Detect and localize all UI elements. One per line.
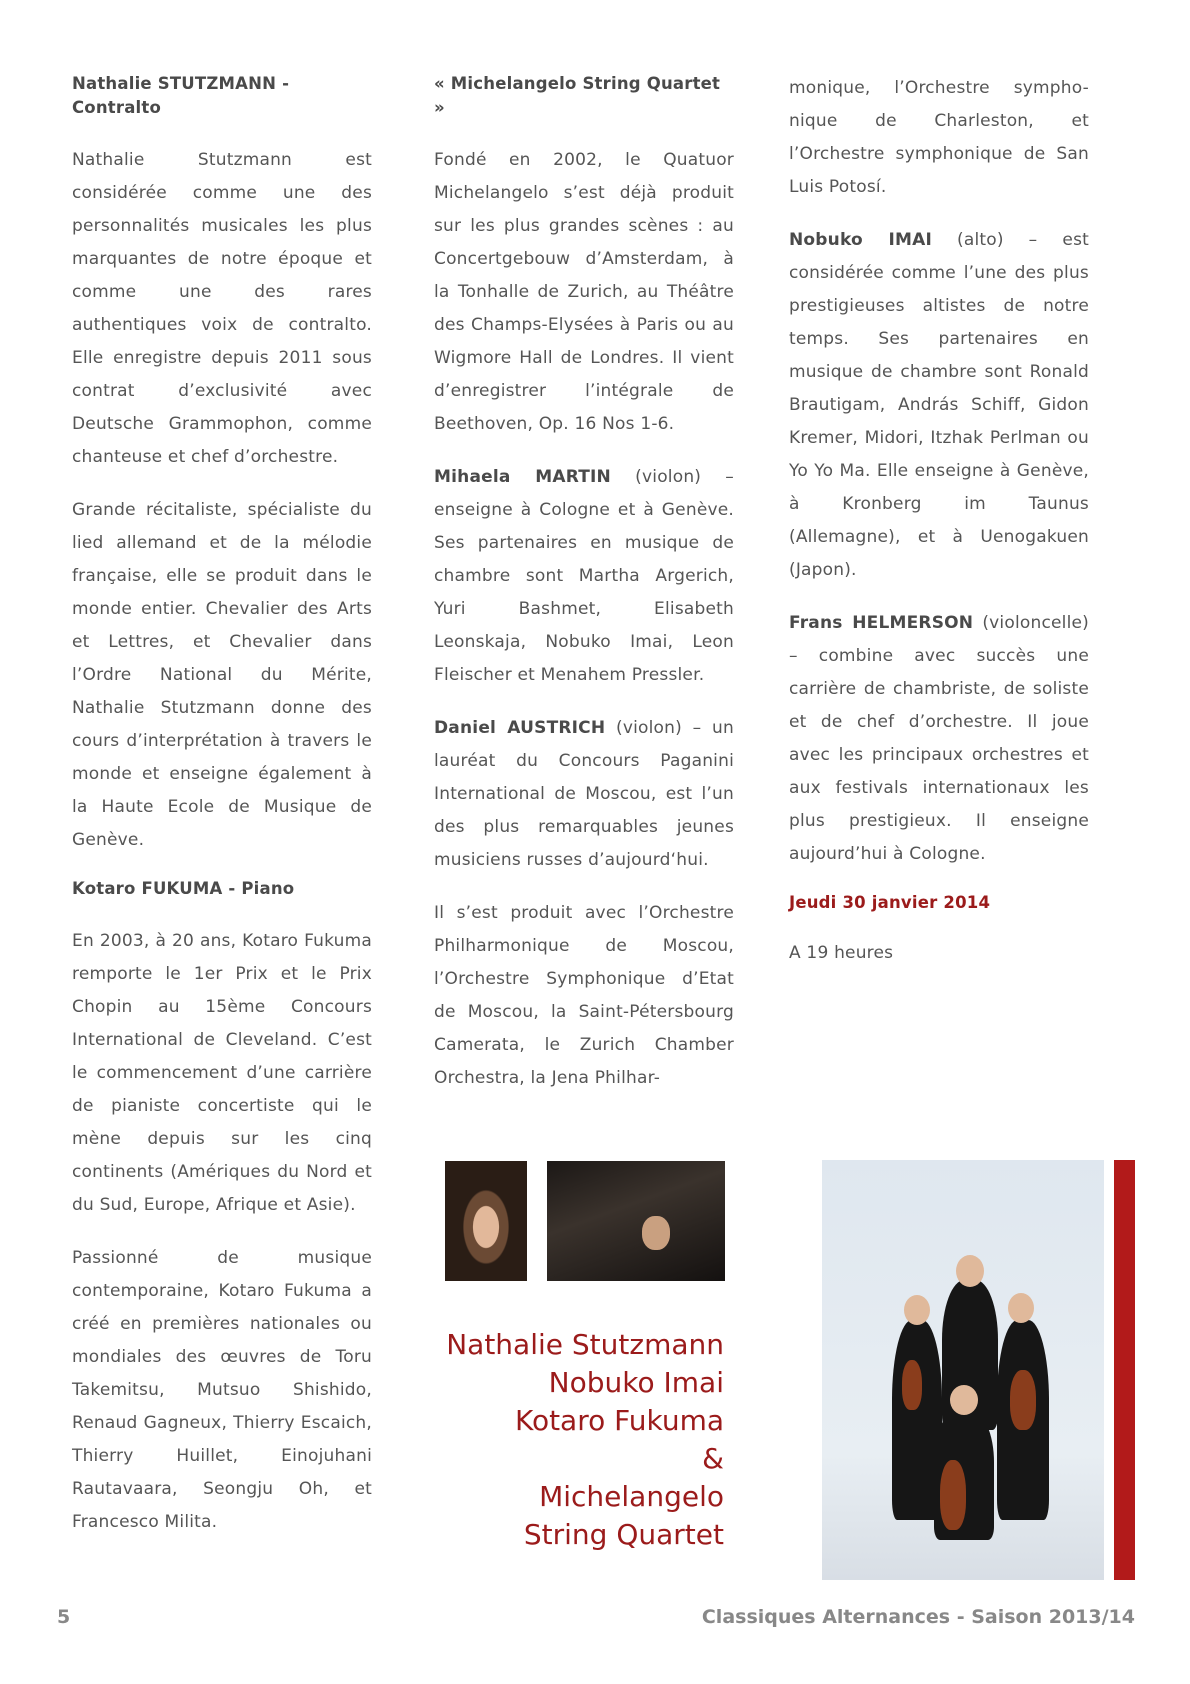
artist-string-quartet: String Quartet [523,1518,724,1551]
concert-time: A 19 heures [789,943,894,963]
fukuma-bio-1: En 2003, à 20 ans, Kotaro Fukuma remporte le 1er Prix et le Prix Chopin au 15ème Concours International de Cleveland. C’est le commencement d’une carrière de pianiste concertiste qui le mène depuis sur les cinq continents (Amériques du Nord et du Sud, Europe, Afrique et Asie). [72,931,372,1215]
stutzmann-heading: Nathalie STUTZMANN - Contralto [72,74,290,117]
decorative-red-bar [1114,1160,1135,1580]
stutzmann-bio-2: Grande récitaliste, spécialiste du lied allemand et de la mélodie française, elle se produit dans le monde entier. Chevalier des Arts et Lettres, et Chevalier dans l’Ordre National du Mérite, Nathalie Stutzmann donne des cours d’interprétation à travers le monde et enseigne également à la Haute Ecole de Musique de Genève. [72,500,372,850]
quartet-photo [822,1160,1104,1580]
artist-michelangelo: Michelangelo [539,1480,724,1513]
austrich-name: Daniel AUSTRICH [434,718,606,738]
imai-bio [789,224,1089,587]
singer-photo [445,1161,527,1281]
fukuma-heading: Kotaro FUKUMA - Piano [72,879,295,898]
stutzmann-bio-1: Nathalie Stutzmann est considérée comme une des personnalités musicales les plus marquantes de notre époque et comme une des rares authentiques voix de contralto. Elle enregistre depuis 2011 sous contrat d’exclusivité avec Deutsche Grammophon, comme chanteuse et chef d’orchestre. [72,150,372,467]
austrich-text: (violon) – un lauréat du Concours Paganini International de Moscou, est l’un des plus remarquables jeunes musiciens russes d’aujourd‘hui. [434,718,734,870]
column-left [72,72,372,1559]
helmerson-bio [789,607,1089,871]
quartet-heading: « Michelangelo String Quartet » [434,74,721,117]
column-right [789,72,1089,990]
artists-list [440,1326,724,1554]
austrich-bio-2-continued: monique, l’Orchestre sympho-nique de Charleston, et l’Orchestre symphonique de San Luis Potosí. [789,78,1089,197]
martin-name: Mihaela MARTIN [434,467,611,487]
artist-stutzmann: Nathalie Stutzmann [446,1328,724,1361]
concert-date: Jeudi 30 janvier 2014 [789,893,991,912]
artist-ampersand: & [702,1442,724,1475]
quartet-bio: Fondé en 2002, le Quatuor Michelangelo s’est déjà produit sur les plus grandes scènes : au Concertgebouw d’Amsterdam, à la Tonhalle de Zurich, au Théâtre des Champs-Elysées à Paris ou au Wigmore Hall de Londres. Il vient d’enregistrer l’intégrale de Beethoven, Op. 16 Nos 1-6. [434,150,734,434]
helmerson-text: (violoncelle) – combine avec succès une carrière de chambriste, de soliste et de chef d’orchestre. Il joue avec les principaux orchestres et aux festivals internationaux les plus prestigieux. Il enseigne aujourd’hui à Cologne. [789,613,1089,864]
martin-bio [434,461,734,692]
artist-imai: Nobuko Imai [548,1366,724,1399]
footer-title: Classiques Alternances - Saison 2013/14 [701,1606,1135,1628]
martin-text: (violon) – enseigne à Cologne et à Genève. Ses partenaires en musique de chambre sont Martha Argerich, Yuri Bashmet, Elisabeth Leonskaja, Nobuko Imai, Leon Fleischer et Menahem Pressler. [434,467,735,685]
imai-name: Nobuko IMAI [789,230,932,250]
austrich-bio [434,712,734,877]
helmerson-name: Frans HELMERSON [789,613,974,633]
artist-fukuma: Kotaro Fukuma [514,1404,724,1437]
column-middle [434,72,734,1115]
pianist-photo [547,1161,725,1281]
imai-text: (alto) – est considérée comme l’une des plus prestigieuses altistes de notre temps. Ses partenaires en musique de chambre sont Ronald Brautigam, András Schiff, Gidon Kremer, Midori, Itzhak Perlman ou Yo Yo Ma. Elle enseigne à Genève, à Kronberg im Taunus (Allemagne), et à Uenogakuen (Japon). [789,230,1089,580]
page-number: 5 [57,1606,71,1628]
austrich-bio-2: Il s’est produit avec l’Orchestre Philharmonique de Moscou, l’Orchestre Symphonique d’Etat de Moscou, la Saint-Pétersbourg Camerata, le Zurich Chamber Orchestra, la Jena Philhar- [434,903,734,1088]
fukuma-bio-2: Passionné de musique contemporaine, Kotaro Fukuma a créé en premières nationales ou mondiales des œuvres de Toru Takemitsu, Mutsuo Shishido, Renaud Gagneux, Thierry Escaich, Thierry Huillet, Einojuhani Rautavaara, Seongju Oh, et Francesco Milita. [72,1248,372,1532]
